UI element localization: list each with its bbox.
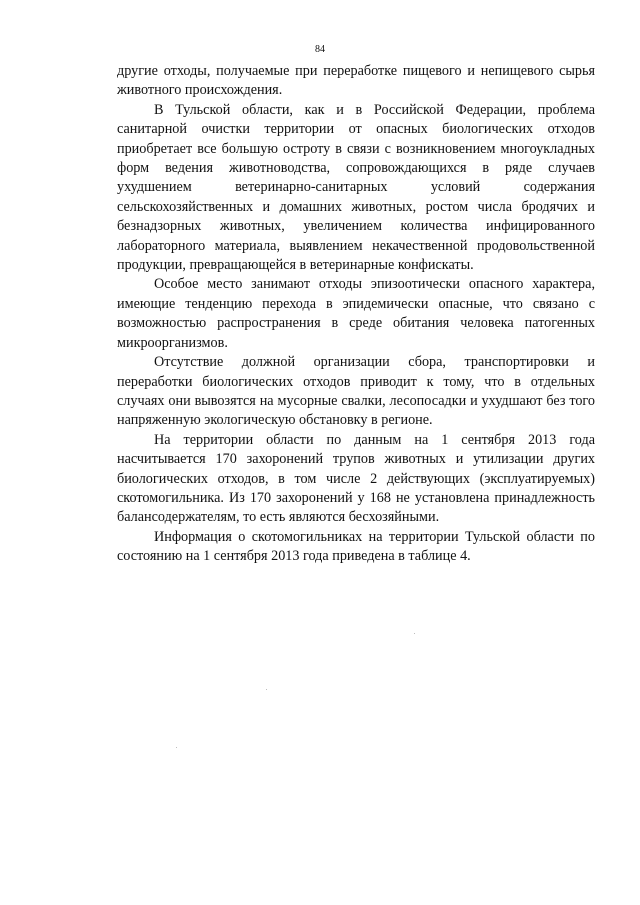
scan-speck (266, 689, 267, 690)
paragraph: В Тульской области, как и в Российской Федерации, проблема санитарной очистки территории от опасных биологических отходов приобретает все большую остроту в связи с возникновением многоукладных форм ведения животноводства, сопровождающихся в ряде случаев ухудшением ветеринарно-санитарных условий содержания сельскохозяйственных и домашних животных, ростом числа бродячих и безнадзорных животных, увеличением количества инфицированного лабораторного материала, выявлением некачественной продовольственной продукции, превращающейся в ветеринарные конфискаты. (117, 101, 595, 274)
paragraph: Особое место занимают отходы эпизоотически опасного характера, имеющие тенденцию перехода в эпидемически опасные, что связано с возможностью распространения в среде обитания человека патогенных микроорганизмов. (117, 276, 595, 351)
scan-speck (414, 633, 415, 634)
paragraph: На территории области по данным на 1 сентября 2013 года насчитывается 170 захоронений трупов животных и утилизации других биологических отходов, в том числе 2 действующих (эксплуатируемых) скотомогильника. Из 170 захоронений у 168 не установлена принадлежность балансодержателям, то есть являются бесхозяйными. (117, 431, 595, 526)
paragraph: Информация о скотомогильниках на территории Тульской области по состоянию на 1 сентября 2013 года приведена в таблице 4. (117, 528, 595, 565)
page-number: 84 (315, 44, 325, 55)
paragraph: Отсутствие должной организации сбора, транспортировки и переработки биологических отходов приводит к тому, что в отдельных случаях они вывозятся на мусорные свалки, лесопосадки и ухудшают без того напряженную экологическую обстановку в регионе. (117, 354, 595, 429)
paragraph: другие отходы, получаемые при переработке пищевого и непищевого сырья животного происхождения. (117, 63, 595, 99)
scan-speck (176, 747, 177, 748)
body-text (117, 62, 595, 567)
